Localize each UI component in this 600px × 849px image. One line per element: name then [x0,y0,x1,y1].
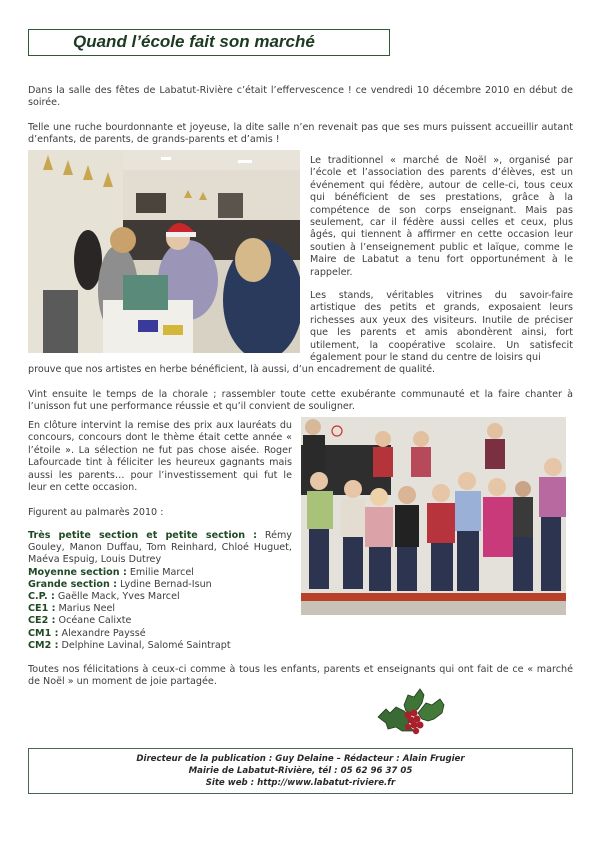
winner-label: Grande section : [28,578,117,590]
winner-names: Gaëlle Mack, Yves Marcel [57,591,180,603]
winner-row [28,579,292,591]
holly-icon [374,687,450,737]
footer-address-line: Mairie de Labatut-Rivière, tél : 05 62 96 37 05 [188,766,413,776]
winner-row [28,640,292,652]
winner-row [28,603,292,615]
children-choir-photo [301,417,566,615]
winner-names: Alexandre Payssé [61,627,146,639]
winner-label: C.P. : [28,591,55,603]
winner-label: CE2 : [28,615,56,627]
paragraph-marche-noel: Le traditionnel « marché de Noël », organisé par l’école et l’association des parents d’élèves, est un événement qui fédère, autour de celle-ci, tous ceux qui bénéficient de ses prestations, grâce à la compétence de son corps enseignant. Mais pas seulement, car il fédère aussi celles et ceux, plus âgés, qui tiennent à affirmer en cette occasion leur soutien à l’enseignement public et laïque, comme le Maire de Labatut a tenu fort opportunément à le rappeler. [310,155,573,278]
winner-names: Delphine Lavinal, Salomé Saintrapt [61,639,231,651]
footer-publication-line: Directeur de la publication : Guy Delaine – Rédacteur : Alain Frugier [136,754,465,764]
winner-names: Rémy Gouley, Manon Duffau, Tom Reinhard, Chloé Huguet, Maéva Espuig, Louis Dutrey [28,530,292,566]
footer-credits [28,748,573,794]
paragraph-palmares-intro: Figurent au palmarès 2010 : [28,507,164,518]
winner-label: CM1 : [28,627,59,639]
winner-label: Moyenne section : [28,566,127,578]
winner-names: Emilie Marcel [129,566,194,578]
winner-label: CE1 : [28,603,56,615]
winner-row [28,615,292,627]
title-box [28,29,390,56]
paragraph-stands-continued: prouve que nos artistes en herbe bénéficient, là aussi, d’un encadrement de qualité. [28,364,436,375]
winner-names: Lydine Bernad-Isun [120,578,212,590]
winner-label: Très petite section et petite section : [28,530,258,541]
winner-row [28,628,292,640]
paragraph-felicitations: Toutes nos félicitations à ceux-ci comme à tous les enfants, parents et enseignants qui ont fait de ce « marché de Noël » un moment de joie partagée. [28,664,573,688]
page-title: Quand l’école fait son marché [73,32,315,51]
winner-row [28,567,292,579]
winners-list [28,530,292,652]
winner-names: Marius Neel [58,603,116,615]
market-hall-photo [28,150,300,353]
winner-label: CM2 : [28,639,59,651]
paragraph-stands: Les stands, véritables vitrines du savoir-faire artistique des petits et grands, exposaient leurs richesses aux yeux des visiteurs. Inutile de préciser que les parents et amis abondèrent ainsi, fort utilement, la coopérative scolaire. Un satisfecit également pour le stand du centre de loisirs qui [310,290,573,364]
winner-row [28,591,292,603]
intro-paragraph-2: Telle une ruche bourdonnante et joyeuse, la dite salle n’en revenait pas que ses murs puissent accueillir autant d’enfants, de parents, de grands-parents et d’amis ! [28,122,573,146]
intro-paragraph-1: Dans la salle des fêtes de Labatut-Rivière c’était l’effervescence ! ce vendredi 10 décembre 2010 en début de soirée. [28,85,573,109]
winner-row [28,530,292,567]
paragraph-prix: En clôture intervint la remise des prix aux lauréats du concours, concours dont le thème était cette année « l’étoile ». La sélection ne fut pas chose aisée. Roger Lafourcade tint à féliciter les heureux gagnants mais aussi les parents… pour l’investissement qui fut le leur en cette occasion. [28,420,292,494]
paragraph-chorale: Vint ensuite le temps de la chorale ; rassembler toute cette exubérante communauté et la faire chanter à l’unisson fut une performance réussie et qu’il convient de souligner. [28,389,573,413]
winner-names: Océane Calixte [58,615,132,627]
footer-website-line: Site web : http://www.labatut-riviere.fr [205,778,396,788]
